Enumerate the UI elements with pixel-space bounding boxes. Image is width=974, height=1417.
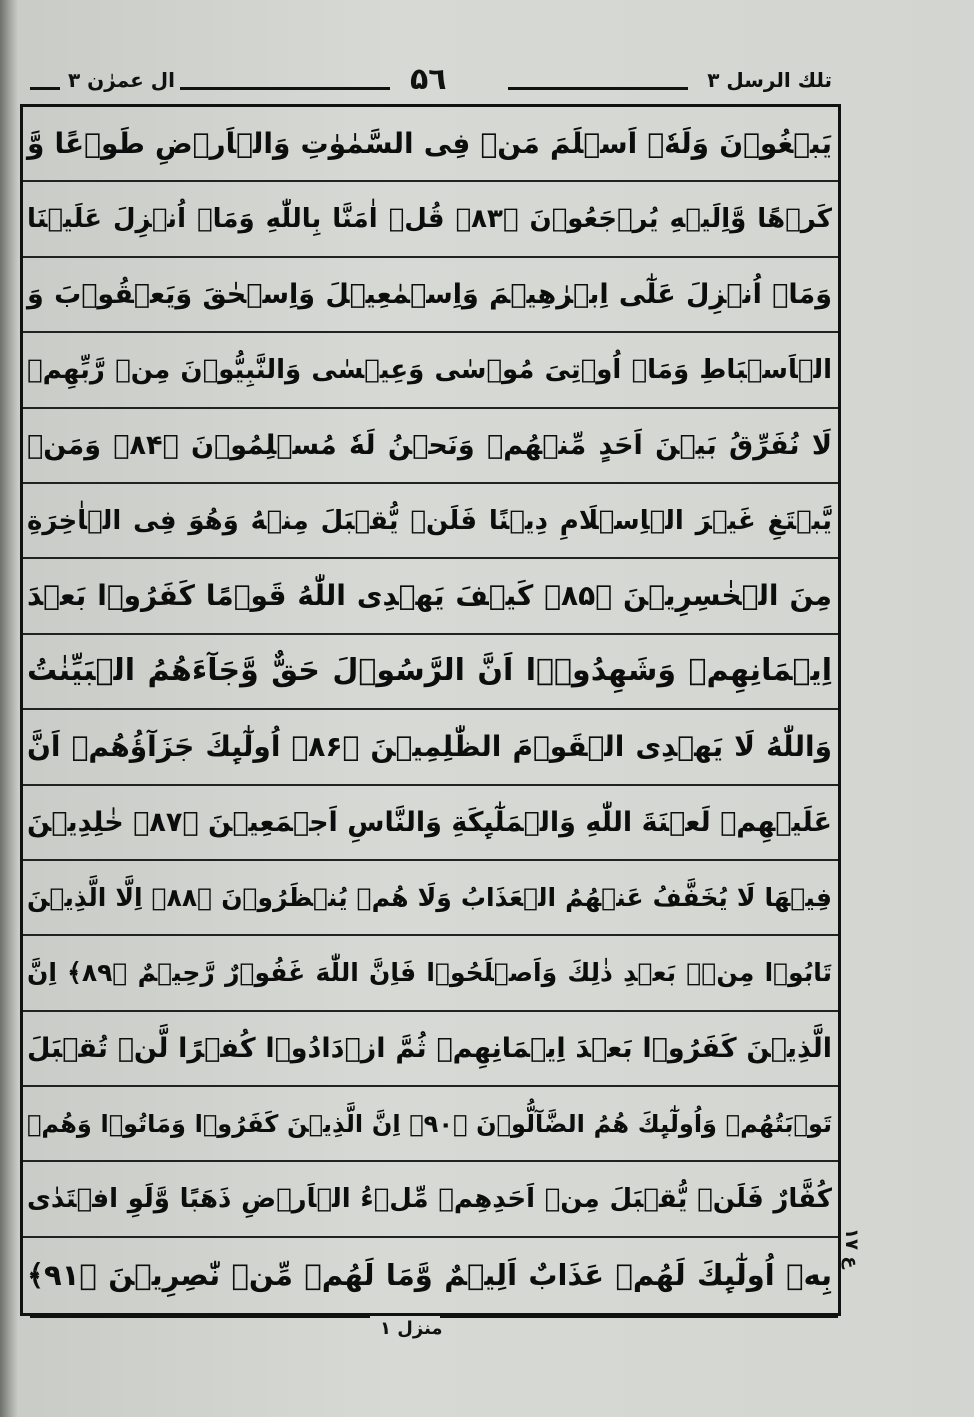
verse-line	[23, 559, 838, 634]
verse-line	[23, 1012, 838, 1087]
verse-line	[23, 710, 838, 785]
verse-line	[23, 182, 838, 257]
ruku-marker: ع ۱۷	[841, 1228, 862, 1269]
verse-line-text: بِهٖ اُولٰٓٮِٕكَ لَهُمۡ عَذَابٌ اَلِيۡمٌ وَّمَا لَهُمۡ مِّنۡ نّٰصِرِيۡنَ ﴿۹۱﴾	[27, 1258, 832, 1293]
verse-line	[23, 861, 838, 936]
verse-line	[23, 786, 838, 861]
verse-line	[23, 333, 838, 408]
verse-line-text: مِنَ الۡخٰسِرِيۡنَ ﴿۸۵﴾ كَيۡفَ يَهۡدِى اللّٰهُ قَوۡمًا كَفَرُوۡا بَعۡدَ	[27, 579, 832, 613]
verse-line-text: الۡاَسۡبَاطِ وَمَاۤ اُوۡتِىَ مُوۡسٰى وَعِيۡسٰى وَالنَّبِيُّوۡنَ مِنۡ رَّبِّهِمۡ	[27, 354, 832, 385]
verse-line	[23, 484, 838, 559]
footer-rule-right	[440, 1316, 838, 1318]
manzil-label: منزل ۱	[380, 1318, 443, 1339]
juz-name: تلك الرسل ۳	[707, 68, 832, 92]
verse-line	[23, 409, 838, 484]
verse-line	[23, 936, 838, 1011]
verse-line-text: وَاللّٰهُ لَا يَهۡدِى الۡقَوۡمَ الظّٰلِمِيۡنَ ﴿۸۶﴾ اُولٰٓٮِٕكَ جَزَآؤُهُمۡ اَنَّ	[27, 729, 832, 763]
verse-line	[23, 1162, 838, 1237]
verse-line-text: يَّبۡتَغِ غَيۡرَ الۡاِسۡلَامِ دِيۡنًا فَلَنۡ يُّقۡبَلَ مِنۡهُ وَهُوَ فِى الۡاٰخِرَةِ	[27, 505, 833, 536]
verse-line	[23, 258, 838, 333]
surah-name: ال عمرٰن ۳	[68, 68, 175, 92]
verse-line-text: اِيۡمَانِهِمۡ وَشَهِدُوۡۤا اَنَّ الرَّسُوۡلَ حَقٌّ وَّجَآءَهُمُ الۡبَيِّنٰتُ	[27, 653, 832, 689]
verse-line	[23, 107, 838, 182]
verse-line	[23, 1087, 838, 1162]
footer-rule-left	[30, 1316, 370, 1318]
verse-line-text: كَرۡهًا وَّاِلَيۡهِ يُرۡجَعُوۡنَ ﴿۸۳﴾ قُلۡ اٰمَنَّا بِاللّٰهِ وَمَاۤ اُنۡزِلَ عَلَيۡنَا	[27, 204, 832, 235]
verse-line-text: وَمَاۤ اُنۡزِلَ عَلٰٓى اِبۡرٰهِيۡمَ وَاِسۡمٰعِيۡلَ وَاِسۡحٰقَ وَيَعۡقُوۡبَ وَ	[27, 278, 832, 310]
verse-line-text: تَابُوۡا مِنۡۢ بَعۡدِ ذٰلِكَ وَاَصۡلَحُوۡا فَاِنَّ اللّٰهَ غَفُوۡرٌ رَّحِيۡمٌ ﴿۸۹﴾ اِنَّ	[27, 958, 832, 988]
verse-line-text: تَوۡبَتُهُمۡ وَاُولٰٓٮِٕكَ هُمُ الضَّآلُّوۡنَ ﴿۹۰﴾ اِنَّ الَّذِيۡنَ كَفَرُوۡا وَمَاتُوۡا وَهُمۡ	[27, 1109, 833, 1138]
verse-line-text: لَا نُفَرِّقُ بَيۡنَ اَحَدٍ مِّنۡهُمۡ وَنَحۡنُ لَهٗ مُسۡلِمُوۡنَ ﴿۸۴﴾ وَمَنۡ	[27, 429, 832, 461]
verse-line-text: كُفَّارٌ فَلَنۡ يُّقۡبَلَ مِنۡ اَحَدِهِمۡ مِّلۡءُ الۡاَرۡضِ ذَهَبًا وَّلَوِ افۡتَدٰى	[27, 1184, 832, 1215]
verse-lines	[23, 107, 838, 1313]
verse-line-text: يَبۡغُوۡنَ وَلَهٗۤ اَسۡلَمَ مَنۡ فِى السَّمٰوٰتِ وَالۡاَرۡضِ طَوۡعًا وَّ	[27, 126, 832, 160]
verse-line-text: عَلَيۡهِمۡ لَعۡنَةَ اللّٰهِ وَالۡمَلٰٓٮِٕكَةِ وَالنَّاسِ اَجۡمَعِيۡنَ ﴿۸۷﴾ خٰلِدِيۡنَ	[27, 806, 832, 838]
verse-line	[23, 1238, 838, 1313]
header-rule-left	[180, 87, 390, 90]
header-rule-edge	[30, 87, 60, 90]
book-spine-shadow	[0, 0, 18, 1417]
page-header	[30, 62, 838, 106]
verse-line-text: الَّذِيۡنَ كَفَرُوۡا بَعۡدَ اِيۡمَانِهِمۡ ثُمَّ ازۡدَادُوۡا كُفۡرًا لَّنۡ تُقۡبَلَ	[27, 1032, 832, 1064]
header-rule-right	[508, 87, 688, 90]
verse-line	[23, 635, 838, 710]
page-number: ۵٦	[410, 62, 447, 97]
verse-line-text: فِيۡهَا لَا يُخَفَّفُ عَنۡهُمُ الۡعَذَابُ وَلَا هُمۡ يُنۡظَرُوۡنَ ﴿۸۸﴾ اِلَّا الَّذِيۡنَ	[27, 883, 832, 913]
text-frame-right-border	[838, 104, 841, 1316]
